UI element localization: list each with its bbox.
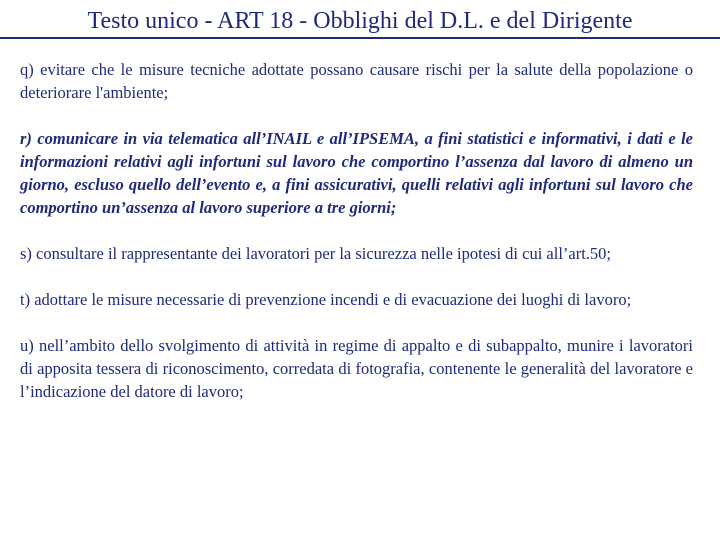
- obligation-item-r: r) comunicare in via telematica all’INAIL e all’IPSEMA, a fini statistici e informativi, i dati e le informazioni relativi agli infortuni sul lavoro che comportino l’assenza dal lavoro di almeno un giorno, escluso quello dell’evento e, a fini assicurativi, quelli relativi agli infortuni sul lavoro che comportino un’assenza al lavoro superiore a tre giorni;: [20, 129, 693, 217]
- obligation-item-t: t) adottare le misure necessarie di prevenzione incendi e di evacuazione dei luoghi di lavoro;: [20, 290, 632, 309]
- obligations-list: [20, 58, 693, 426]
- obligation-item-s: s) consultare il rappresentante dei lavoratori per la sicurezza nelle ipotesi di cui all’art.50;: [20, 244, 612, 263]
- obligation-item-u: u) nell’ambito dello svolgimento di attività in regime di appalto e di subappalto, munire i lavoratori di apposita tessera di riconoscimento, corredata di fotografia, contenente le generalità del lavoratore e l’indicazione del datore di lavoro;: [20, 336, 693, 401]
- obligation-item-q: q) evitare che le misure tecniche adottate possano causare rischi per la salute della popolazione o deteriorare l'ambiente;: [20, 60, 693, 102]
- title-underline: [0, 37, 720, 39]
- slide-title: Testo unico - ART 18 - Obblighi del D.L. e del Dirigente: [87, 8, 633, 34]
